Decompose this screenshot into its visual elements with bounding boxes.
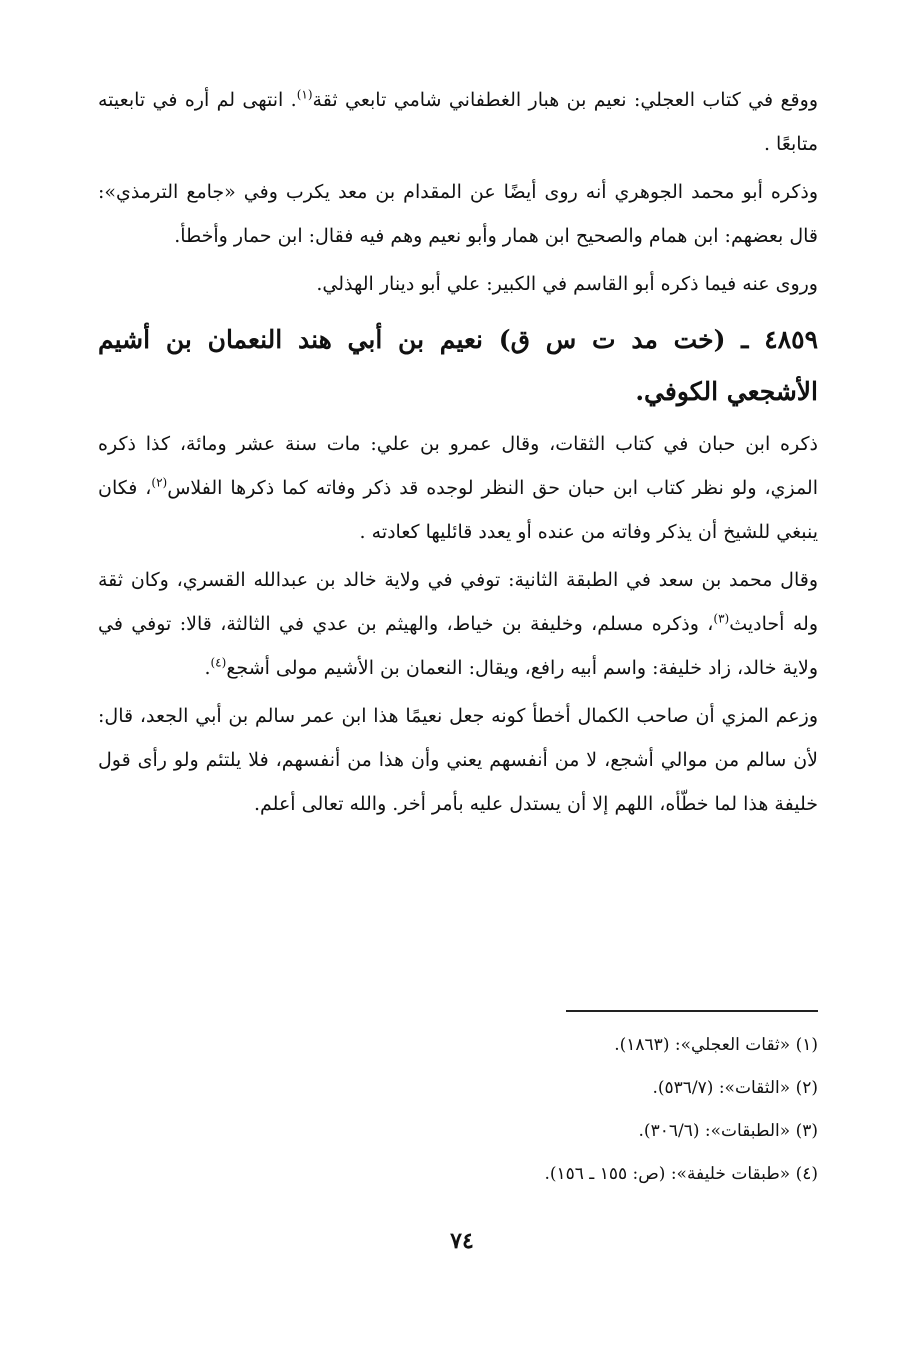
footnote-2: (٢) «الثقات»: (٥٣٦/٧).: [652, 1078, 818, 1098]
paragraph-1-text-a: ووقع في كتاب العجلي: نعيم بن هبار الغطفاني شامي تابعي ثقة: [312, 89, 818, 111]
paragraph-1-text-b: . انتهى لم أره في تابعيته متابعًا .: [98, 89, 818, 155]
footnote-divider: [566, 1010, 818, 1012]
entry-paragraph-1-text-b: ، فكان ينبغي للشيخ أن يذكر وفاته من عنده أو يعدد قائليها كعادته .: [98, 477, 818, 543]
entry-paragraph-2-text-c: .: [204, 657, 211, 679]
entry-paragraph-2-text-a: وقال محمد بن سعد في الطبقة الثانية: توفي في ولاية خالد بن عبدالله القسري، وكان ثقة وله أحاديث: [98, 569, 818, 635]
footnotes-list: [218, 1024, 818, 1196]
main-text: [98, 78, 818, 826]
paragraph-1: [98, 78, 818, 166]
footnote-3: (٣) «الطبقات»: (٣٠٦/٦).: [638, 1121, 818, 1141]
paragraph-2: وذكره أبو محمد الجوهري أنه روى أيضًا عن المقدام بن معد يكرب وفي «جامع الترمذي»: قال بعضهم: ابن همام والصحيح ابن همار وأبو نعيم وهم فيه فقال: ابن حمار وأخطأ.: [98, 181, 818, 247]
page-number: ٧٤: [450, 1228, 474, 1254]
entry-heading: ٤٨٥٩ ـ (خت مد ت س ق) نعيم بن أبي هند النعمان بن أشيم الأشجعي الكوفي.: [98, 325, 818, 406]
entry-paragraph-2-text-b: ، وذكره مسلم، وخليفة بن خياط، والهيثم بن عدي في الثالثة، قالا: توفي في ولاية خالد، زاد خليفة: واسم أبيه رافع، ويقال: النعمان بن الأشيم مولى أشجع: [98, 613, 818, 679]
entry-paragraph-2: [98, 558, 818, 690]
entry-paragraph-1: [98, 422, 818, 554]
footnote-ref-1[interactable]: (١): [296, 87, 313, 102]
footnote-4: (٤) «طبقات خليفة»: (ص: ١٥٥ ـ ١٥٦).: [544, 1164, 818, 1184]
footnote-ref-4[interactable]: (٤): [210, 655, 227, 670]
footnote-1: (١) «ثقات العجلي»: (١٨٦٣).: [614, 1035, 818, 1055]
paragraph-3: وروى عنه فيما ذكره أبو القاسم في الكبير: علي أبو دينار الهذلي.: [316, 273, 818, 295]
entry-paragraph-1-text-a: ذكره ابن حبان في كتاب الثقات، وقال عمرو بن علي: مات سنة عشر ومائة، كذا ذكره المزي، ولو نظر كتاب ابن حبان حق النظر لوجده قد ذكر وفاته كما ذكرها الفلاس: [98, 433, 818, 499]
footnote-ref-3[interactable]: (٣): [713, 611, 730, 626]
entry-paragraph-3: وزعم المزي أن صاحب الكمال أخطأ كونه جعل نعيمًا هذا ابن عمر سالم بن أبي الجعد، قال: لأن سالم من موالي أشجع، لا من أنفسهم يعني وأن هذا من أنفسهم، فلا يلتئم ولو رأى قول خليفة هذا لما خطّأه، اللهم إلا أن يستدل عليه بأمر أخر. والله تعالى أعلم.: [98, 705, 818, 815]
footnote-ref-2[interactable]: (٢): [151, 475, 168, 490]
